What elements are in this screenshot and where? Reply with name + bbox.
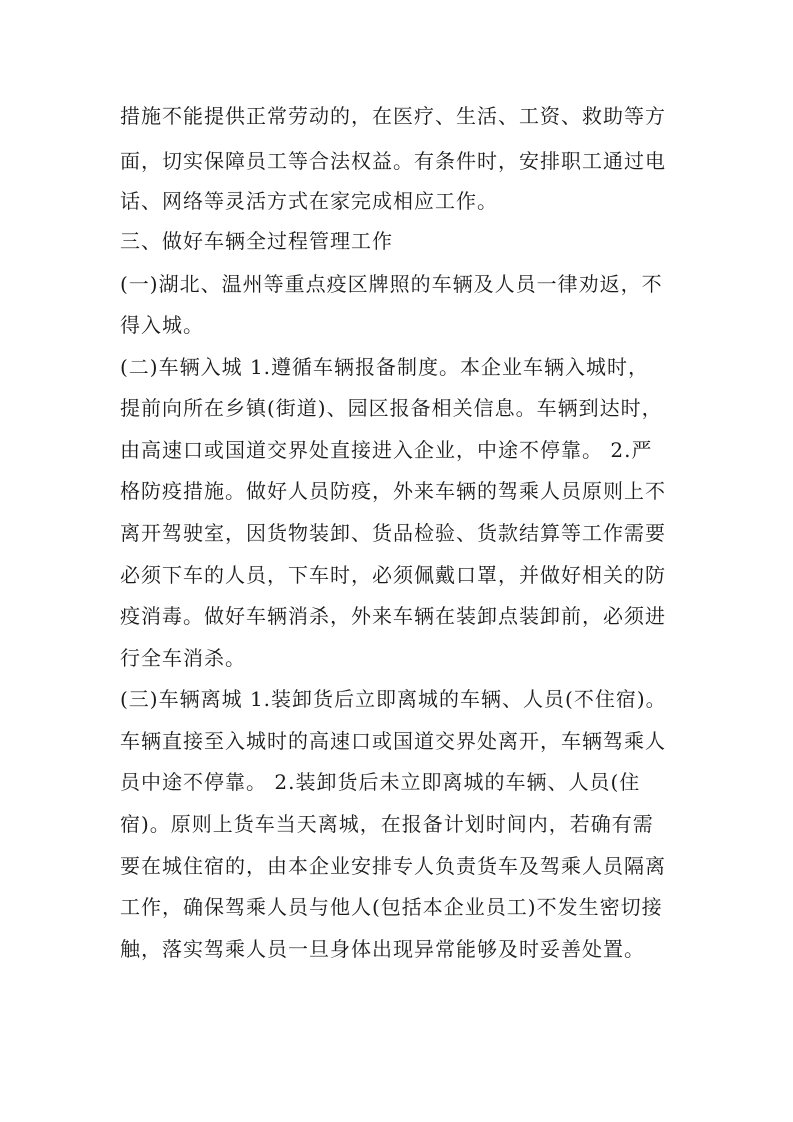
text-line: 由高速口或国道交界处直接进入企业，中途不停靠。 2.严 <box>120 438 653 462</box>
text-line: 宿)。原则上货车当天离城，在报备计划时间内，若确有需 <box>120 812 654 836</box>
text-line: 触，落实驾乘人员一旦身体出现异常能够及时妥善处置。 <box>120 937 645 961</box>
text-line: 车辆直接至入城时的高速口或国道交界处离开，车辆驾乘人 <box>120 729 666 753</box>
text-line: (三)车辆离城 1.装卸货后立即离城的车辆、人员(不住宿)。 <box>120 687 667 711</box>
text-line: (二)车辆入城 1.遵循车辆报备制度。本企业车辆入城时， <box>120 355 650 379</box>
text-line: (一)湖北、温州等重点疫区牌照的车辆及人员一律劝返，不 <box>120 272 663 296</box>
text-line: 员中途不停靠。 2.装卸货后未立即离城的车辆、人员(住 <box>120 770 641 794</box>
text-line: 必须下车的人员，下车时，必须佩戴口罩，并做好相关的防 <box>120 563 666 587</box>
text-line: 行全车消杀。 <box>120 646 246 670</box>
text-line: 疫消毒。做好车辆消杀，外来车辆在装卸点装卸前，必须进 <box>120 604 666 628</box>
section-heading: 三、做好车辆全过程管理工作 <box>120 229 393 253</box>
text-line: 要在城住宿的，由本企业安排专人负责货车及驾乘人员隔离 <box>120 854 666 878</box>
text-line: 提前向所在乡镇(街道)、园区报备相关信息。车辆到达时， <box>120 396 663 420</box>
text-line: 格防疫措施。做好人员防疫，外来车辆的驾乘人员原则上不 <box>120 479 666 503</box>
text-line: 离开驾驶室，因货物装卸、货品检验、货款结算等工作需要 <box>120 521 666 545</box>
text-line: 工作，确保驾乘人员与他人(包括本企业员工)不发生密切接 <box>120 895 663 919</box>
text-line: 措施不能提供正常劳动的，在医疗、生活、工资、救助等方 <box>120 104 666 128</box>
text-line: 面，切实保障员工等合法权益。有条件时，安排职工通过电 <box>120 149 666 173</box>
text-line: 话、网络等灵活方式在家完成相应工作。 <box>120 189 498 213</box>
text-line: 得入城。 <box>120 313 204 337</box>
